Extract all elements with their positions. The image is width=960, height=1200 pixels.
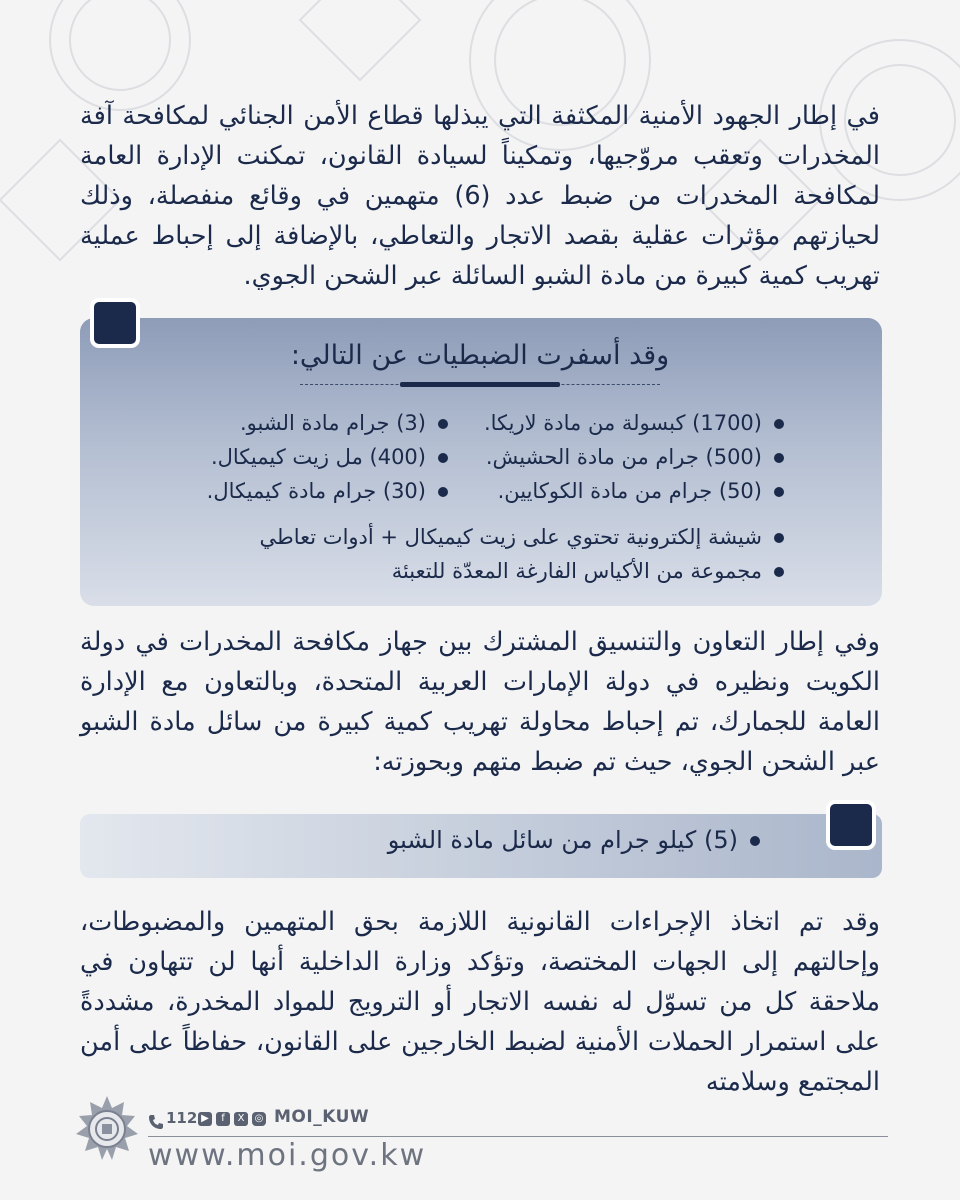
bullet-icon [774,453,784,463]
bullet-icon [438,419,448,429]
bullet-icon [438,487,448,497]
list-item: (500) جرام من مادة الحشيش. [454,440,784,474]
list-item: (3) جرام مادة الشبو. [208,406,448,440]
list-item: (1700) كبسولة من مادة لاريكا. [454,406,784,440]
facebook-icon[interactable]: f [216,1112,230,1126]
list-item: (30) جرام مادة كيميكال. [208,474,448,508]
seizures-list-left [208,406,448,508]
social-handle[interactable]: MOI_KUW [274,1107,370,1127]
x-icon[interactable]: X [234,1112,248,1126]
phone-number: 112 [166,1109,198,1127]
instagram-icon[interactable]: ◎ [252,1112,266,1126]
website-link[interactable]: www.moi.gov.kw [148,1138,427,1173]
bullet-icon [774,533,784,543]
list-item: مجموعة من الأكياس الفارغة المعدّة للتعبئة [224,554,784,588]
bullet-icon [774,419,784,429]
seizures-list-full [224,520,784,588]
youtube-icon[interactable]: ▶ [198,1112,212,1126]
title-underline [400,382,560,387]
bullet-icon [438,453,448,463]
bullet-icon [774,567,784,577]
list-item: شيشة إلكترونية تحتوي على زيت كيميكال + أدوات تعاطي [224,520,784,554]
phone-icon [148,1114,164,1130]
list-item: (50) جرام من مادة الكوكايين. [454,474,784,508]
cooperation-paragraph: وفي إطار التعاون والتنسيق المشترك بين جهاز مكافحة المخدرات في دولة الكويت ونظيره في دولة الإمارات العربية المتحدة، وبالتعاون مع الإدارة العامة للجمارك، تم إحباط محاولة تهريب كمية كبيرة من سائل مادة الشبو عبر الشحن الجوي، حيث تم ضبط متهم وبحوزته: [80,627,880,777]
list-item: (400) مل زيت كيميكال. [208,440,448,474]
bullet-icon [750,836,760,846]
footer-divider [148,1136,888,1137]
closing-paragraph: وقد تم اتخاذ الإجراءات القانونية اللازمة بحق المتهمين والمضبوطات، وإحالتهم إلى الجهات المختصة، وتؤكد وزارة الداخلية أنها لن تتهاون في ملاحقة كل من تسوّل له نفسه الاتجار أو الترويج للمواد المخدرة، مشددةً على استمرار الحملات الأمنية لضبط الخارجين على القانون، حفاظاً على أمن المجتمع وسلامته [80,907,880,1097]
intro-paragraph: في إطار الجهود الأمنية المكثفة التي يبذلها قطاع الأمن الجنائي لمكافحة آفة المخدرات وتعقب مروّجيها، وتمكيناً لسيادة القانون، تمكنت الإدارة العامة لمكافحة المخدرات من ضبط عدد (6) متهمين في وقائع منفصلة، وذلك لحيازتهم مؤثرات عقلية بقصد الاتجار والتعاطي، بالإضافة إلى إحباط عملية تهريب كمية كبيرة من مادة الشبو السائلة عبر الشحن الجوي. [80,101,880,291]
seizures-list-right [454,406,784,508]
bullet-icon [774,487,784,497]
police-emblem-icon [72,1094,142,1164]
highlight-item: (5) كيلو جرام من سائل مادة الشبو [388,826,760,854]
panel-title: وقد أسفرت الضبطيات عن التالي: [290,340,670,371]
band-corner-marker [826,800,876,850]
